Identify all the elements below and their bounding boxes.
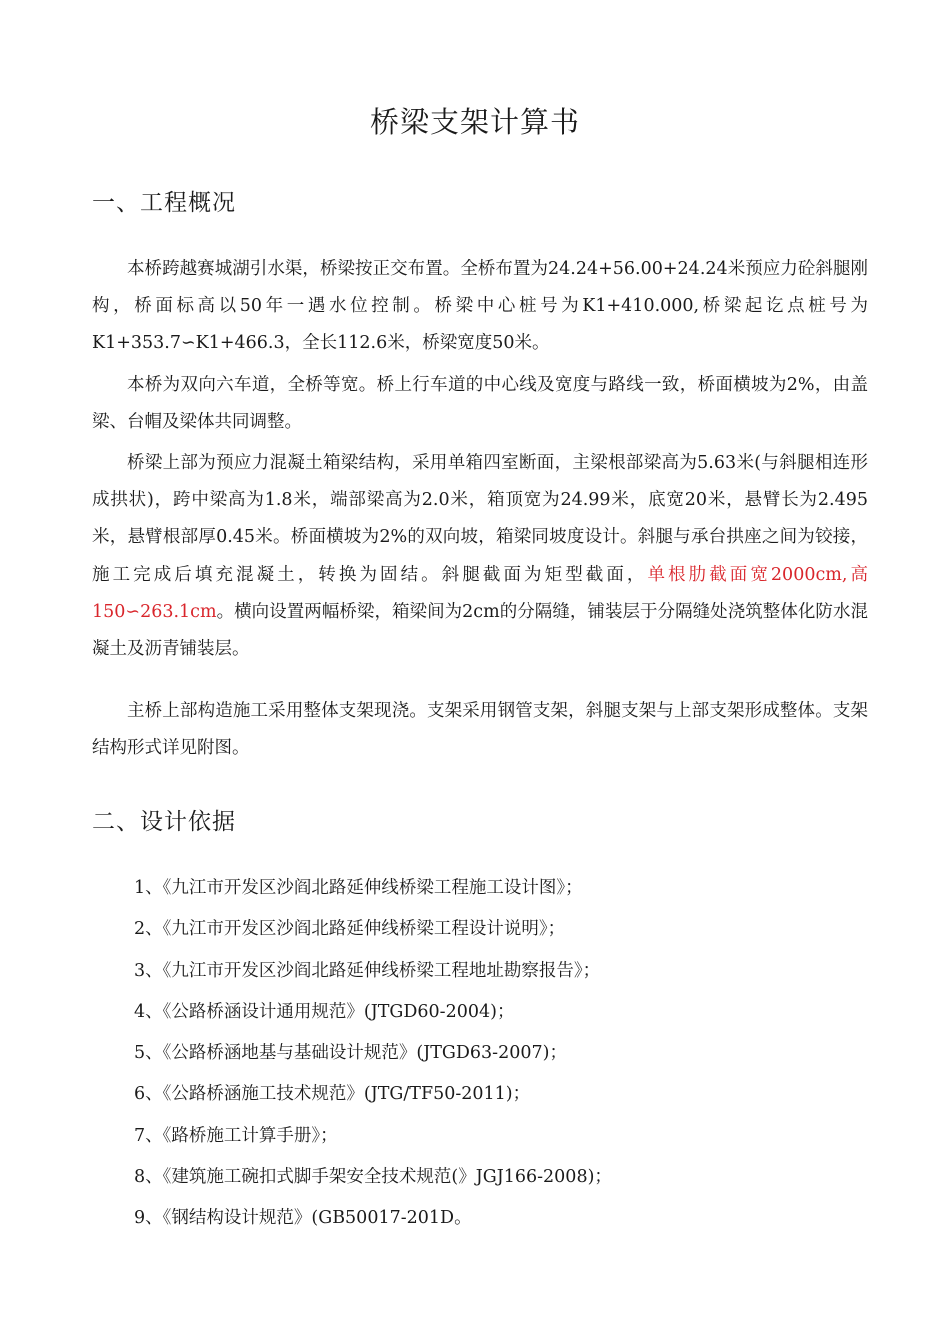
overview-paragraph-2: 本桥为双向六车道，全桥等宽。桥上行车道的中心线及宽度与路线一致，桥面横坡为2%，由盖梁、台帽及梁体共同调整。 <box>92 375 868 433</box>
section-heading-overview: 一、工程概况 <box>92 190 236 216</box>
document-title: 桥梁支架计算书 <box>369 105 580 139</box>
paragraph-3-text-end: 。横向设置两幅桥梁，箱梁间为2cm的分隔缝，铺装层于分隔缝处浇筑整体化防水混凝土及沥青铺装层。 <box>92 601 868 660</box>
overview-paragraph-1: 本桥跨越赛城湖引水渠，桥梁按正交布置。全桥布置为24.24+56.00+24.24米预应力砼斜腿刚构，桥面标高以50年一遇水位控制。桥梁中心桩号为K1+410.000,桥梁起讫点桩号为K1+353.7∽K1+466.3，全长112.6米，桥梁宽度50米。 <box>92 259 868 354</box>
highlighted-section-dimensions: 单根肋截面宽2000cm,高150∽263.1cm <box>92 564 868 622</box>
reference-item: 4、《公路桥涵设计通用规范》(JTGD60-2004)； <box>134 1001 515 1022</box>
reference-list <box>134 868 612 1240</box>
section-heading-design-basis: 二、设计依据 <box>92 809 236 835</box>
paragraph-3-text-start: 桥梁上部为预应力混凝土箱梁结构，采用单箱四室断面，主梁根部梁高为5.63米(与斜腿相连形成拱状)，跨中梁高为1.8米，端部梁高为2.0米，箱顶宽为24.99米，底宽20米，悬臂长为2.495米，悬臂根部厚0.45米。桥面横坡为2%的双向坡，箱梁同坡度设计。斜腿与承台拱座之间为铰接，施工完成后填充混凝土，转换为固结。斜腿截面为矩型截面， <box>92 453 868 585</box>
reference-item: 8、《建筑施工碗扣式脚手架安全技术规范(》JGJ166-2008)； <box>134 1167 612 1188</box>
reference-item: 1、《九江市开发区沙阎北路延伸线桥梁工程施工设计图》； <box>134 878 583 898</box>
reference-item: 9、《钢结构设计规范》(GB50017-201D。 <box>134 1208 472 1229</box>
reference-item: 7、《路桥施工计算手册》； <box>134 1125 338 1146</box>
overview-paragraph-4: 主桥上部构造施工采用整体支架现浇。支架采用钢管支架，斜腿支架与上部支架形成整体。支架结构形式详见附图。 <box>92 701 868 759</box>
overview-paragraph-3 <box>92 445 868 668</box>
reference-item: 6、《公路桥涵施工技术规范》(JTG/TF50-2011)； <box>134 1084 531 1105</box>
reference-item: 2、《九江市开发区沙阎北路延伸线桥梁工程设计说明》； <box>134 919 566 940</box>
reference-item: 3、《九江市开发区沙阎北路延伸线桥梁工程地址勘察报告》； <box>134 960 601 981</box>
reference-item: 5、《公路桥涵地基与基础设计规范》(JTGD63-2007)； <box>134 1043 567 1064</box>
